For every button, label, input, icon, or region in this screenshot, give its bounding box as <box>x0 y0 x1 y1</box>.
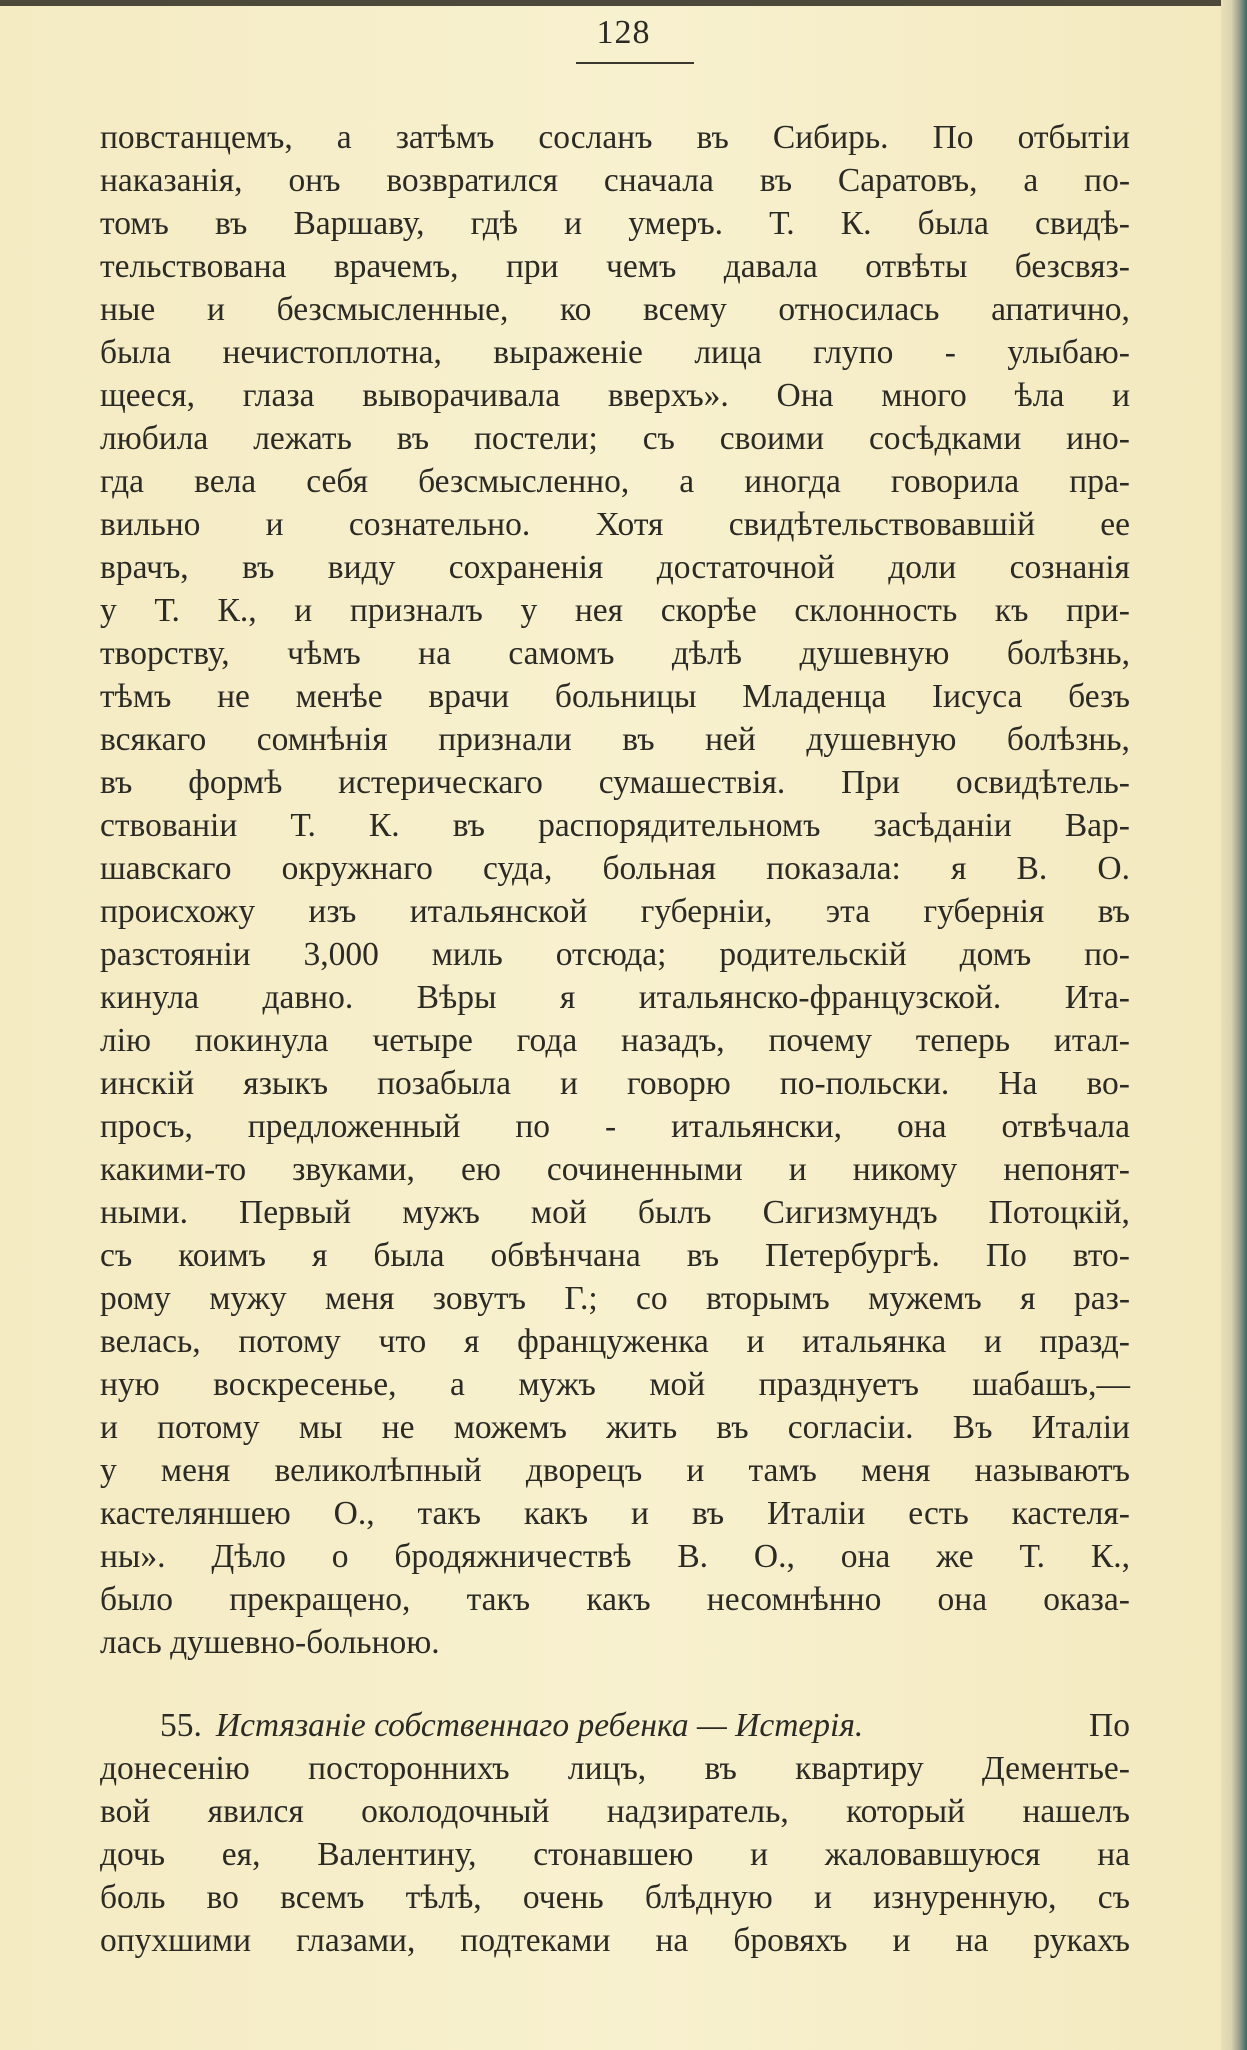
section-first-line-rest: По <box>1089 1707 1130 1744</box>
text-line: ны». Дѣло о бродяжничествѣ В. О., она же Т. К., <box>100 1538 1130 1575</box>
text-line: кинула давно. Вѣры я итальянско-французской. Ита- <box>100 979 1130 1016</box>
paragraph-1 <box>100 116 1130 1664</box>
text-line: разстояніи 3,000 миль отсюда; родительскій домъ по- <box>100 936 1130 973</box>
text-line: какими-то звуками, ею сочиненными и никому непонят- <box>100 1151 1130 1188</box>
text-line: въ формѣ истерическаго сумашествія. При освидѣтель- <box>100 764 1130 801</box>
page-number: 128 <box>596 14 651 51</box>
text-line: врачъ, въ виду сохраненія достаточной доли сознанія <box>100 549 1130 586</box>
section-title: Истязаніе собственнаго ребенка — Истерія. <box>215 1707 864 1744</box>
text-line: всякаго сомнѣнія признали въ ней душевную болѣзнь, <box>100 721 1130 758</box>
text-line: шавскаго окружнаго суда, больная показала: я В. О. <box>100 850 1130 887</box>
page-binding-edge <box>1221 0 1247 2050</box>
text-line: повстанцемъ, а затѣмъ сосланъ въ Сибирь. По отбытіи <box>100 119 1130 156</box>
text-line: просъ, предложенный по - итальянски, она отвѣчала <box>100 1108 1130 1145</box>
body-text <box>100 116 1130 1962</box>
paragraph-2-lines <box>100 1747 1130 1962</box>
text-line: ными. Первый мужъ мой былъ Сигизмундъ Потоцкій, <box>100 1194 1130 1231</box>
text-line: вой явился околодочный надзиратель, который нашелъ <box>100 1793 1130 1830</box>
text-line: тельствована врачемъ, при чемъ давала отвѣты безсвяз- <box>100 248 1130 285</box>
text-line: съ коимъ я была обвѣнчана въ Петербургѣ. По вто- <box>100 1237 1130 1274</box>
text-line: донесенію постороннихъ лицъ, въ квартиру Дементье- <box>100 1750 1130 1787</box>
page-number-rule <box>576 62 694 64</box>
text-line: творству, чѣмъ на самомъ дѣлѣ душевную болѣзнь, <box>100 635 1130 672</box>
text-line: была нечистоплотна, выраженіе лица глупо - улыбаю- <box>100 334 1130 371</box>
text-line: лась душевно-больною. <box>100 1624 440 1661</box>
text-line: ствованіи Т. К. въ распорядительномъ засѣданіи Вар- <box>100 807 1130 844</box>
paragraph-gap <box>100 1664 1130 1704</box>
section-number: 55. <box>160 1707 202 1744</box>
text-line: у Т. К., и призналъ у нея скорѣе склонность къ при- <box>100 592 1130 629</box>
text-line: инскій языкъ позабыла и говорю по-польски. На во- <box>100 1065 1130 1102</box>
text-line: рому мужу меня зовутъ Г.; со вторымъ мужемъ я раз- <box>100 1280 1130 1317</box>
text-line: велась, потому что я француженка и итальянка и празд- <box>100 1323 1130 1360</box>
text-line: дочь ея, Валентину, стонавшею и жаловавшуюся на <box>100 1836 1130 1873</box>
text-line: ные и безсмысленные, ко всему относилась апатично, <box>100 291 1130 328</box>
text-line: ную воскресенье, а мужъ мой празднуетъ шабашъ,— <box>100 1366 1130 1403</box>
text-line: лію покинула четыре года назадъ, почему теперь итал- <box>100 1022 1130 1059</box>
text-line: у меня великолѣпный дворецъ и тамъ меня называютъ <box>100 1452 1130 1489</box>
text-line: гда вела себя безсмысленно, а иногда говорила пра- <box>100 463 1130 500</box>
text-line: было прекращено, такъ какъ несомнѣнно она оказа- <box>100 1581 1130 1618</box>
text-line: и потому мы не можемъ жить въ согласіи. Въ Италіи <box>100 1409 1130 1446</box>
paragraph-2-heading-line <box>100 1704 1130 1747</box>
text-line: любила лежать въ постели; съ своими сосѣдками ино- <box>100 420 1130 457</box>
text-line: наказанія, онъ возвратился сначала въ Саратовъ, а по- <box>100 162 1130 199</box>
text-line: щееся, глаза выворачивала вверхъ». Она много ѣла и <box>100 377 1130 414</box>
paragraph-2 <box>100 1704 1130 1962</box>
text-line: вильно и сознательно. Хотя свидѣтельствовавшій ее <box>100 506 1130 543</box>
text-line: кастеляншею О., такъ какъ и въ Италіи есть кастеля- <box>100 1495 1130 1532</box>
text-line: опухшими глазами, подтеками на бровяхъ и на рукахъ <box>100 1922 1130 1959</box>
text-line: тѣмъ не менѣе врачи больницы Младенца Іисуса безъ <box>100 678 1130 715</box>
text-line: происхожу изъ итальянской губерніи, эта губернія въ <box>100 893 1130 930</box>
text-line: томъ въ Варшаву, гдѣ и умеръ. Т. К. была свидѣ- <box>100 205 1130 242</box>
page-top-edge <box>0 0 1247 6</box>
text-line: боль во всемъ тѣлѣ, очень блѣдную и изнуренную, съ <box>100 1879 1130 1916</box>
